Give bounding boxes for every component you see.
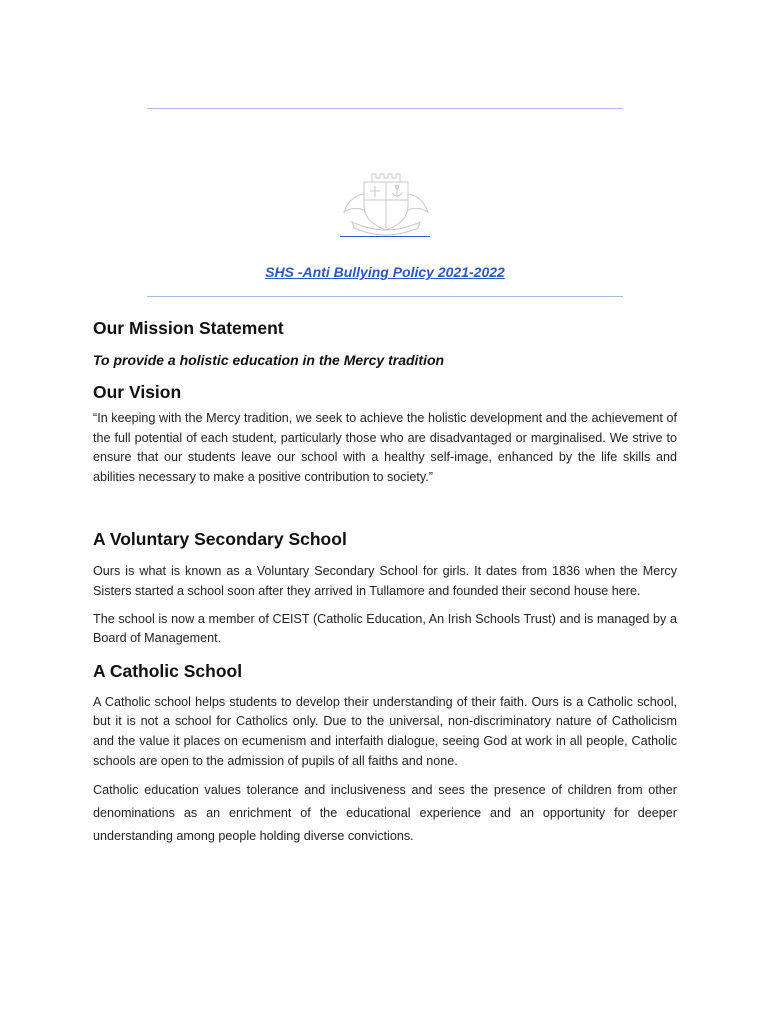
mission-heading: Our Mission Statement bbox=[93, 318, 284, 338]
vision-paragraph: “In keeping with the Mercy tradition, we seek to achieve the holistic development and the achievement of the full potential of each student, particularly those who are disadvantaged or marginalised. We strive to ensure that our students leave our school with a healthy self-image, enhanced by the life skills and abilities necessary to make a positive contribution to society.” bbox=[93, 411, 677, 484]
crest-link-underline bbox=[340, 236, 430, 237]
document-title-link[interactable]: SHS -Anti Bullying Policy 2021-2022 bbox=[265, 264, 505, 280]
mission-statement: To provide a holistic education in the Mercy tradition bbox=[93, 352, 445, 368]
catholic-paragraph-1: A Catholic school helps students to develop their understanding of their faith. Ours is a Catholic school, but it is not a school for Catholics only. Due to the universal, non-discriminatory nature of Catholicism and the value it places on ecumenism and interfaith dialogue, seeing God at work in all people, Catholic schools are open to the admission of pupils of all faiths and none. bbox=[93, 694, 677, 768]
header-top-rule bbox=[147, 108, 623, 109]
voluntary-school-heading: A Voluntary Secondary School bbox=[93, 529, 347, 550]
school-crest-icon bbox=[338, 166, 434, 238]
document-body bbox=[93, 318, 677, 848]
voluntary-paragraph-1: Ours is what is known as a Voluntary Secondary School for girls. It dates from 1836 when the Mercy Sisters started a school soon after they arrived in Tullamore and founded their second house here. bbox=[93, 564, 677, 598]
catholic-paragraph-2: Catholic education values tolerance and inclusiveness and sees the presence of children from other denominations as an enrichment of the educational experience and an opportunity for deeper understanding among people holding diverse convictions. bbox=[93, 783, 677, 844]
vision-heading: Our Vision bbox=[93, 382, 182, 402]
voluntary-paragraph-2: The school is now a member of CEIST (Catholic Education, An Irish Schools Trust) and is managed by a Board of Management. bbox=[93, 611, 677, 646]
header-bottom-rule bbox=[147, 296, 623, 297]
catholic-school-heading: A Catholic School bbox=[93, 660, 243, 681]
